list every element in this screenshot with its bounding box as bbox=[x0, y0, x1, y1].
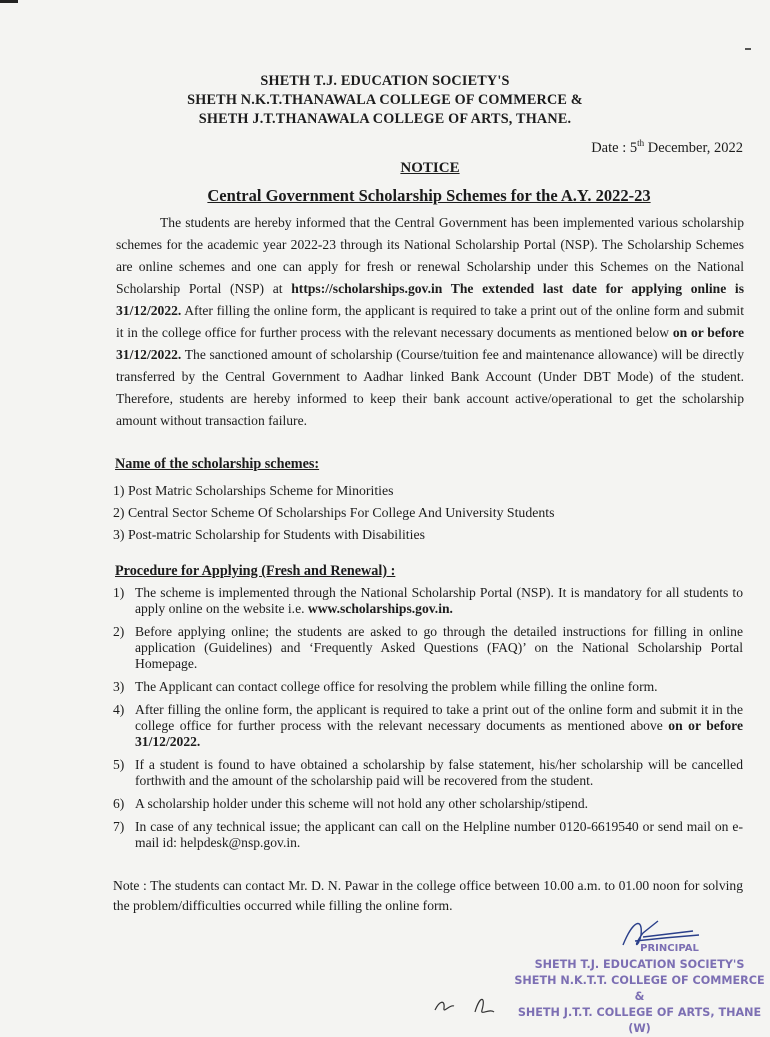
date-prefix: Date : 5 bbox=[591, 139, 638, 156]
handwritten-initials bbox=[430, 990, 510, 1020]
letterhead-college-arts: SHETH J.T.THANAWALA COLLEGE OF ARTS, THANE. bbox=[198, 111, 572, 127]
letterhead bbox=[0, 72, 770, 129]
intro-paragraph bbox=[116, 212, 744, 432]
scheme-item: 2) Central Sector Scheme Of Scholarships For College And University Students bbox=[113, 505, 555, 520]
procedure-item bbox=[113, 585, 743, 617]
intro-bold-deadline: on or before 31/12/2022. bbox=[116, 325, 744, 362]
procedure-number: 6) bbox=[113, 796, 125, 811]
stamp-line-society: SHETH T.J. EDUCATION SOCIETY'S bbox=[534, 958, 745, 971]
procedure-number: 4) bbox=[113, 702, 125, 717]
procedure-text: In case of any technical issue; the applicant can call on the Helpline number 0120-6619540 or send mail on e-mail id: helpdesk@nsp.gov.in. bbox=[135, 819, 743, 850]
procedure-heading: Procedure for Applying (Fresh and Renewal) : bbox=[115, 563, 396, 579]
notice-subject: Central Government Scholarship Schemes for the A.Y. 2022-23 bbox=[207, 186, 651, 205]
stamp-line-arts: SHETH J.T.T. COLLEGE OF ARTS, THANE (W) bbox=[517, 1006, 762, 1035]
intro-text-2: After filling the online form, the applicant is required to take a print out of the online form and submit it in the college office for further process with the relevant necessary documents as mentioned below bbox=[116, 303, 744, 340]
procedure-number: 1) bbox=[113, 585, 125, 600]
procedure-item bbox=[113, 624, 743, 672]
date-suffix: December, 2022 bbox=[644, 139, 743, 156]
procedure-number: 5) bbox=[113, 757, 125, 772]
procedure-item bbox=[113, 819, 743, 851]
letterhead-society: SHETH T.J. EDUCATION SOCIETY'S bbox=[260, 73, 510, 89]
procedure-bold: www.scholarships.gov.in. bbox=[307, 601, 453, 616]
schemes-list bbox=[113, 480, 554, 546]
procedure-bold: on or before 31/12/2022. bbox=[135, 718, 743, 749]
scan-corner-mark bbox=[0, 0, 18, 3]
procedure-text: If a student is found to have obtained a scholarship by false statement, his/her scholarship will be cancelled forthwith and the amount of the scholarship paid will be recovered from the student. bbox=[135, 757, 743, 788]
letterhead-college-commerce: SHETH N.K.T.THANAWALA COLLEGE OF COMMERCE & bbox=[187, 92, 583, 108]
schemes-heading: Name of the scholarship schemes: bbox=[115, 456, 320, 472]
procedure-text: A scholarship holder under this scheme will not hold any other scholarship/stipend. bbox=[135, 796, 589, 811]
scheme-item: 3) Post-matric Scholarship for Students with Disabilities bbox=[113, 527, 425, 542]
scan-dash-mark bbox=[745, 48, 751, 50]
procedure-item bbox=[113, 757, 743, 789]
procedure-item bbox=[113, 702, 743, 750]
procedure-list bbox=[113, 585, 743, 858]
principal-stamp bbox=[512, 940, 767, 1037]
procedure-number: 3) bbox=[113, 679, 125, 694]
procedure-text: Before applying online; the students are asked to go through the detailed instructions for filling in online application (Guidelines) and ‘Frequently Asked Questions (FAQ)’ on the National Scholarship Portal Homepage. bbox=[135, 624, 743, 671]
note-paragraph: Note : The students can contact Mr. D. N. Pawar in the college office between 10.00 a.m. to 01.00 noon for solving the problem/difficulties occurred while filling the online form. bbox=[113, 878, 743, 913]
stamp-line-commerce: SHETH N.K.T.T. COLLEGE OF COMMERCE & bbox=[514, 974, 765, 1003]
stamp-role: PRINCIPAL bbox=[640, 943, 699, 954]
procedure-item bbox=[113, 679, 743, 695]
notice-heading: NOTICE bbox=[400, 160, 460, 176]
intro-text-1: The students are hereby informed that the Central Government has been implemented various scholarship schemes for the academic year 2022-23 through its National Scholarship Portal (NSP). The Scholarship Schemes are online schemes and one can apply for fresh or renewal Scholarship under this Schemes on the National Scholarship Portal (NSP) at bbox=[116, 215, 744, 296]
intro-text-3: The sanctioned amount of scholarship (Course/tuition fee and maintenance allowance) will be directly transferred by the Central Government to Aadhar linked Bank Account (Under DBT Mode) of the student. Therefore, students are hereby informed to keep their bank account active/operational to get the scholarship amount without transaction failure. bbox=[116, 347, 744, 428]
procedure-text: The Applicant can contact college office for resolving the problem while filling the online form. bbox=[135, 679, 658, 694]
scheme-item: 1) Post Matric Scholarships Scheme for Minorities bbox=[113, 483, 394, 498]
intro-bold-website-deadline: https://scholarships.gov.in The extended last date for applying online is 31/12/2022. bbox=[116, 281, 744, 318]
procedure-text: After filling the online form, the applicant is required to take a print out of the online form and submit it in the college office for further process with the relevant necessary documents as mentioned above bbox=[135, 702, 743, 733]
date-ordinal: th bbox=[637, 138, 645, 148]
procedure-text: The scheme is implemented through the National Scholarship Portal (NSP). It is mandatory for all students to apply online on the website i.e. bbox=[135, 585, 743, 616]
notice-date bbox=[591, 138, 743, 157]
procedure-item bbox=[113, 796, 743, 812]
procedure-number: 7) bbox=[113, 819, 125, 834]
procedure-number: 2) bbox=[113, 624, 125, 639]
